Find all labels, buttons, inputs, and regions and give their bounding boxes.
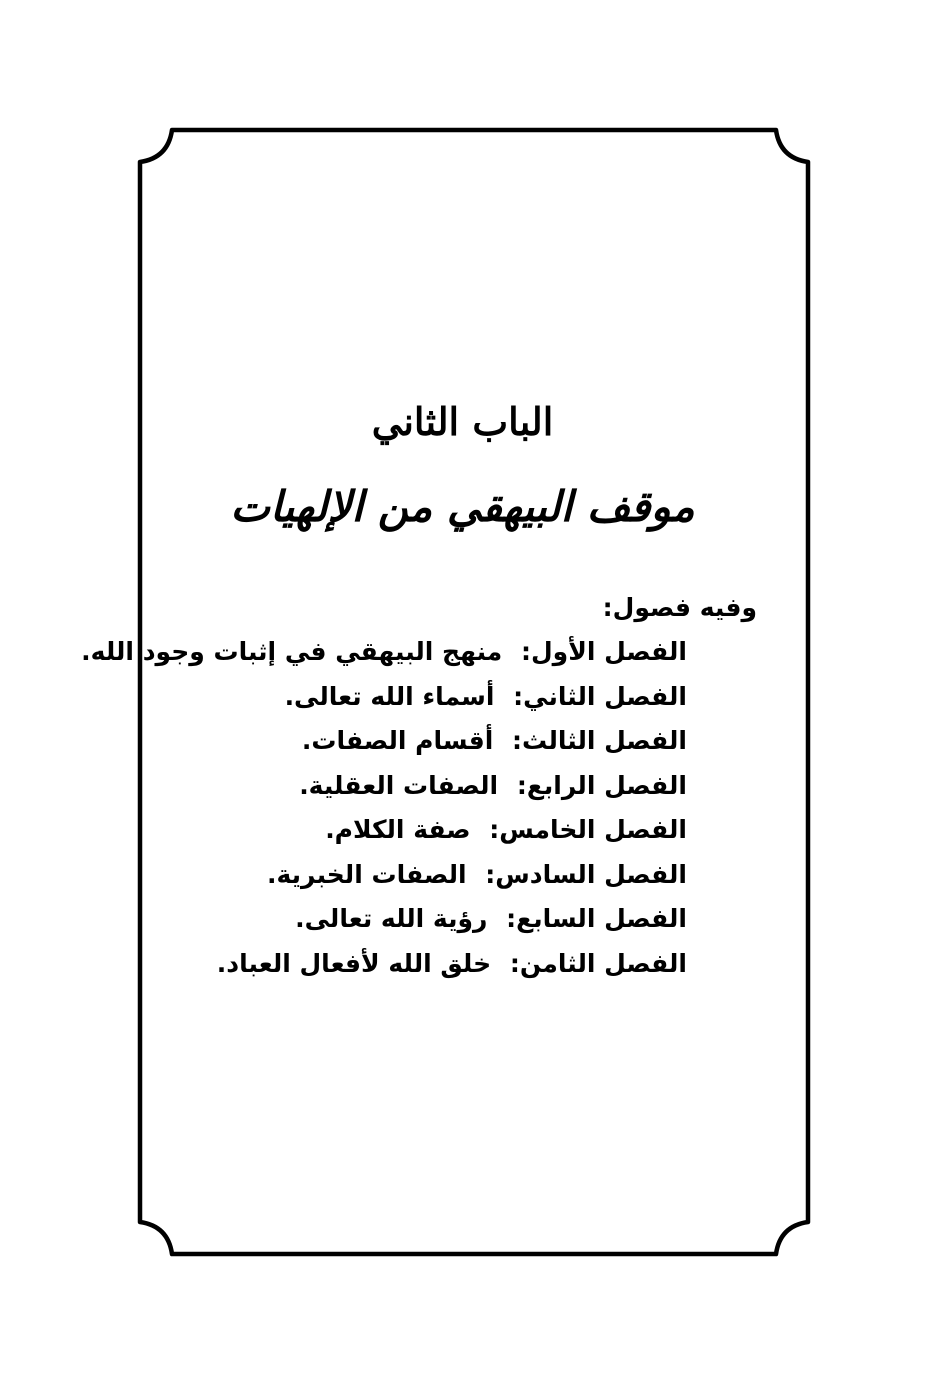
chapter-label: الفصل الرابع:: [516, 770, 687, 800]
chapter-item: [81, 942, 687, 987]
chapter-item: [81, 719, 687, 764]
chapter-item: [81, 853, 687, 898]
chapter-title: أسماء الله تعالى.: [284, 681, 495, 711]
chapter-title: الصفات العقلية.: [299, 770, 499, 800]
chapter-label: الفصل الخامس:: [489, 815, 687, 844]
chapter-title: الصفات الخبرية.: [266, 859, 467, 889]
chapter-item: [81, 764, 687, 809]
chapter-list: [81, 630, 687, 986]
chapter-title: صفة الكلام.: [325, 815, 471, 844]
chapter-title: خلق الله لأفعال العباد.: [216, 948, 492, 978]
part-title: الباب الثاني: [371, 399, 554, 444]
chapter-item: [81, 897, 687, 942]
part-subtitle: موقف البيهقي من الإلهيات: [230, 482, 695, 531]
chapter-item: [81, 675, 687, 720]
chapter-item: [81, 808, 687, 853]
chapter-title: أقسام الصفات.: [301, 726, 494, 755]
chapters-intro: وفيه فصول:: [602, 593, 757, 622]
chapter-title: منهج البيهقي في إثبات وجود الله.: [81, 637, 503, 666]
chapter-label: الفصل السادس:: [485, 859, 687, 889]
chapter-label: الفصل الثالث:: [512, 726, 687, 755]
chapter-label: الفصل السابع:: [506, 904, 687, 933]
chapter-item: [81, 630, 687, 675]
chapter-label: الفصل الثاني:: [513, 681, 687, 711]
chapter-title: رؤية الله تعالى.: [295, 904, 488, 933]
chapter-label: الفصل الثامن:: [509, 948, 687, 978]
chapter-label: الفصل الأول:: [520, 637, 687, 666]
